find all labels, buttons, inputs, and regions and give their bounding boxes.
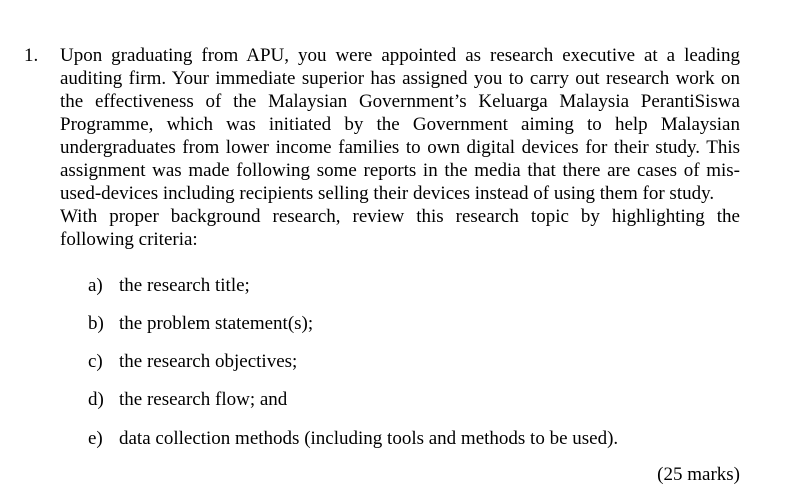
criteria-text: data collection methods (including tools and methods to be used). [119,428,619,449]
criteria-text: the research title; [119,275,250,296]
criteria-marker: e) [88,428,103,449]
criteria-marker: c) [88,351,103,372]
criteria-marker: a) [88,275,103,296]
criteria-item-research-title [88,274,250,297]
question-number: 1. [24,45,39,66]
criteria-text: the research flow; and [119,389,288,410]
criteria-marker: d) [88,389,104,410]
marks-allocation: (25 marks) [657,464,740,485]
criteria-item-problem-statement [88,312,313,335]
question-paragraph-context: Upon graduating from APU, you were appointed as research executive at a leading auditing firm. Your immediate superior has assigned you to carry out research work on the effectiveness of the Malaysian Government’s Keluarga Malaysia PerantiSiswa Programme, which was initiated by the Government aiming to help Malaysian undergraduates from lower income families to own digital devices for their study. This assignment was made following some reports in the media that there are cases of mis-used-devices including recipients selling their devices instead of using them for study. [60,45,740,204]
criteria-text: the research objectives; [119,351,298,372]
criteria-marker: b) [88,313,104,334]
criteria-item-research-objectives [88,350,297,373]
question-paragraph-instruction: With proper background research, review this research topic by highlighting the following criteria: [60,206,740,250]
criteria-item-data-collection [88,427,618,450]
question-body [60,44,740,251]
criteria-text: the problem statement(s); [119,313,314,334]
criteria-item-research-flow [88,388,287,411]
